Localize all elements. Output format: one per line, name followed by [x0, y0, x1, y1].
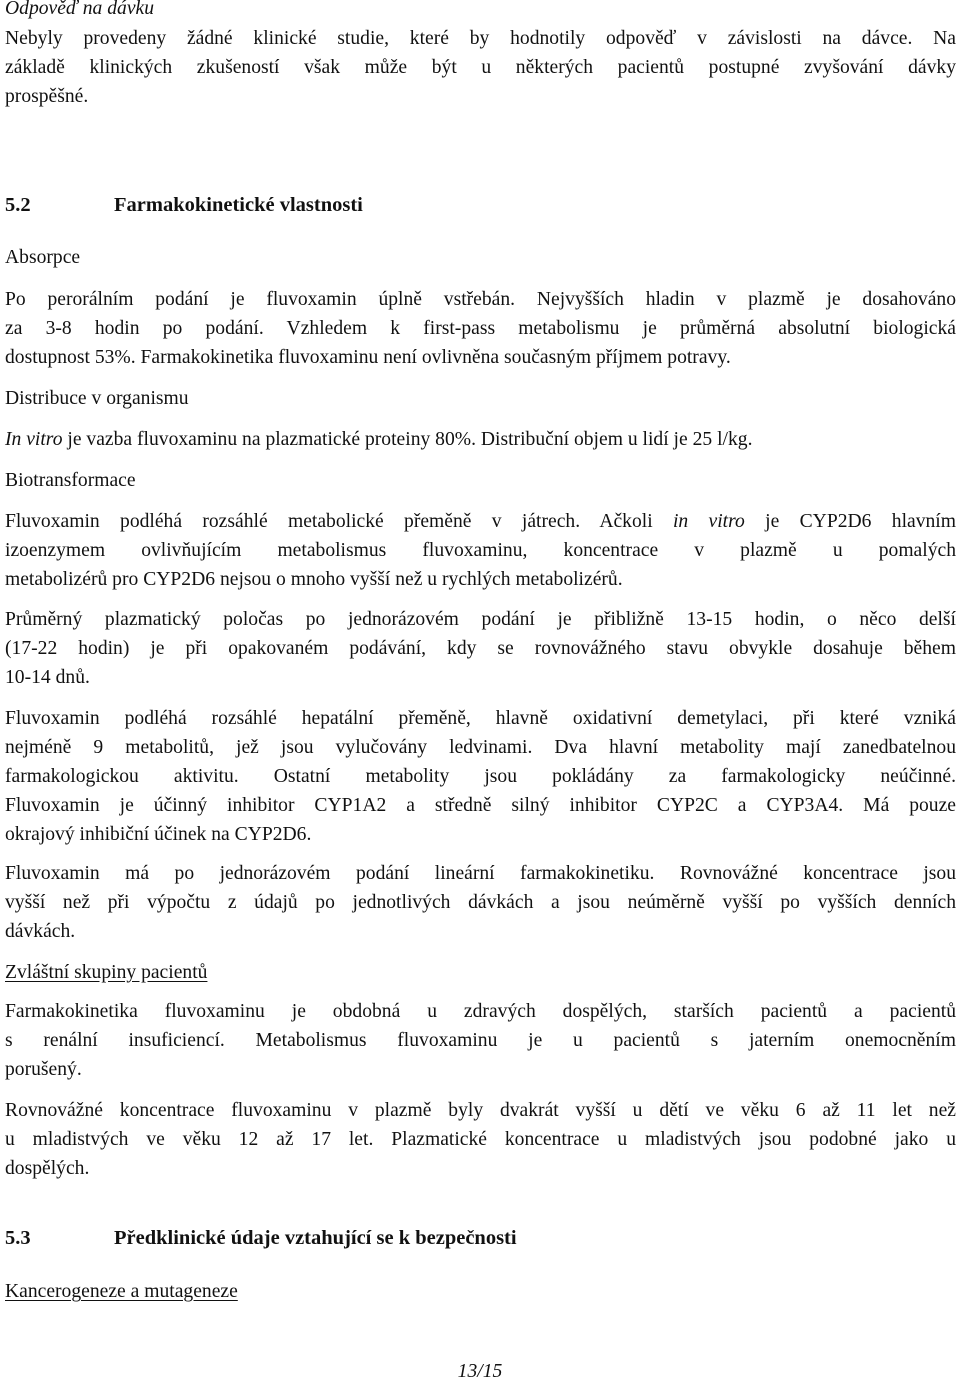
- page-number: 13/15: [457, 1361, 503, 1382]
- paragraph-line: Fluvoxamin je účinný inhibitor CYP1A2 a středně silný inhibitor CYP2C a CYP3A4. Má pouze: [5, 795, 956, 816]
- section-title: Předklinické údaje vztahující se k bezpečnosti: [114, 1227, 517, 1249]
- subsection-heading-carcinogenesis: Kancerogeneze a mutageneze: [5, 1281, 238, 1302]
- paragraph-line: dávkách.: [5, 921, 76, 942]
- subsection-heading-biotransformation: Biotransformace: [5, 470, 136, 491]
- paragraph-line: základě klinických zkušeností však může být u některých pacientů postupné zvyšování dávky: [5, 57, 956, 78]
- paragraph-line: Průměrný plazmatický poločas po jednorázovém podání je přibližně 13-15 hodin, o něco delší: [5, 609, 956, 630]
- paragraph-line: 10-14 dnů.: [5, 667, 90, 688]
- paragraph-line: okrajový inhibiční účinek na CYP2D6.: [5, 824, 312, 845]
- section-heading-5-3: [5, 1224, 956, 1253]
- paragraph-line: Nebyly provedeny žádné klinické studie, které by hodnotily odpověď v závislosti na dávce. Na: [5, 28, 956, 49]
- paragraph-line: Po perorálním podání je fluvoxamin úplně vstřebán. Nejvyšších hladin v plazmě je dosahováno: [5, 289, 956, 310]
- subsection-heading-dose-response: Odpověď na dávku: [5, 0, 155, 19]
- paragraph-line: dostupnost 53%. Farmakokinetika fluvoxaminu není ovlivněna současným příjmem potravy.: [5, 347, 731, 368]
- paragraph-line: Fluvoxamin má po jednorázovém podání lineární farmakokinetiku. Rovnovážné koncentrace jsou: [5, 863, 956, 884]
- paragraph-line: vyšší než při výpočtu z údajů po jednotlivých dávkách a jsou neúměrně vyšší po vyšších denních: [5, 892, 956, 913]
- paragraph-line: (17-22 hodin) je při opakovaném podávání, kdy se rovnovážného stavu obvykle dosahuje během: [5, 638, 956, 659]
- section-number: 5.2: [5, 194, 31, 216]
- subsection-heading-special-populations: Zvláštní skupiny pacientů: [5, 962, 208, 983]
- italic-term: In vitro: [5, 429, 63, 450]
- subsection-heading-distribution: Distribuce v organismu: [5, 388, 189, 409]
- paragraph-text: Fluvoxamin podléhá rozsáhlé metabolické přeměně v játrech. Ačkoli: [5, 511, 673, 532]
- paragraph-line: Rovnovážné koncentrace fluvoxaminu v plazmě byly dvakrát vyšší u dětí ve věku 6 až 11 let než: [5, 1100, 956, 1121]
- paragraph-line: Farmakokinetika fluvoxaminu je obdobná u zdravých dospělých, starších pacientů a pacientů: [5, 1001, 956, 1022]
- paragraph-line: izoenzymem ovlivňujícím metabolismus fluvoxaminu, koncentrace v plazmě u pomalých: [5, 540, 956, 561]
- paragraph-line: prospěšné.: [5, 86, 89, 107]
- paragraph-line: u mladistvých ve věku 12 až 17 let. Plazmatické koncentrace u mladistvých jsou podobné jako u: [5, 1129, 956, 1150]
- section-title: Farmakokinetické vlastnosti: [114, 194, 363, 216]
- section-heading-5-2: [5, 191, 956, 220]
- paragraph-line: dospělých.: [5, 1158, 90, 1179]
- paragraph-line: metabolizérů pro CYP2D6 nejsou o mnoho vyšší než u rychlých metabolizérů.: [5, 569, 623, 590]
- paragraph-line: nejméně 9 metabolitů, jež jsou vylučovány ledvinami. Dva hlavní metabolity mají zanedbatelnou: [5, 737, 956, 758]
- subsection-heading-absorption: Absorpce: [5, 247, 81, 268]
- section-number: 5.3: [5, 1227, 31, 1249]
- paragraph-line: s renální insuficiencí. Metabolismus fluvoxaminu je u pacientů s jaterním onemocněním: [5, 1030, 956, 1051]
- italic-term: in vitro: [672, 511, 745, 532]
- paragraph-line: za 3-8 hodin po podání. Vzhledem k first-pass metabolismu je průměrná absolutní biologická: [5, 318, 956, 339]
- paragraph-line: farmakologickou aktivitu. Ostatní metabolity jsou pokládány za farmakologicky neúčinné.: [5, 766, 956, 787]
- paragraph-text: je vazba fluvoxaminu na plazmatické proteiny 80%. Distribuční objem u lidí je 25 l/kg.: [62, 429, 753, 450]
- paragraph-line: porušený.: [5, 1059, 82, 1080]
- paragraph-line: [5, 425, 956, 454]
- paragraph-line: Fluvoxamin podléhá rozsáhlé hepatální přeměně, hlavně oxidativní demetylaci, při které vzniká: [5, 708, 956, 729]
- paragraph-text: je CYP2D6 hlavním: [744, 511, 956, 532]
- paragraph-line: [5, 507, 956, 536]
